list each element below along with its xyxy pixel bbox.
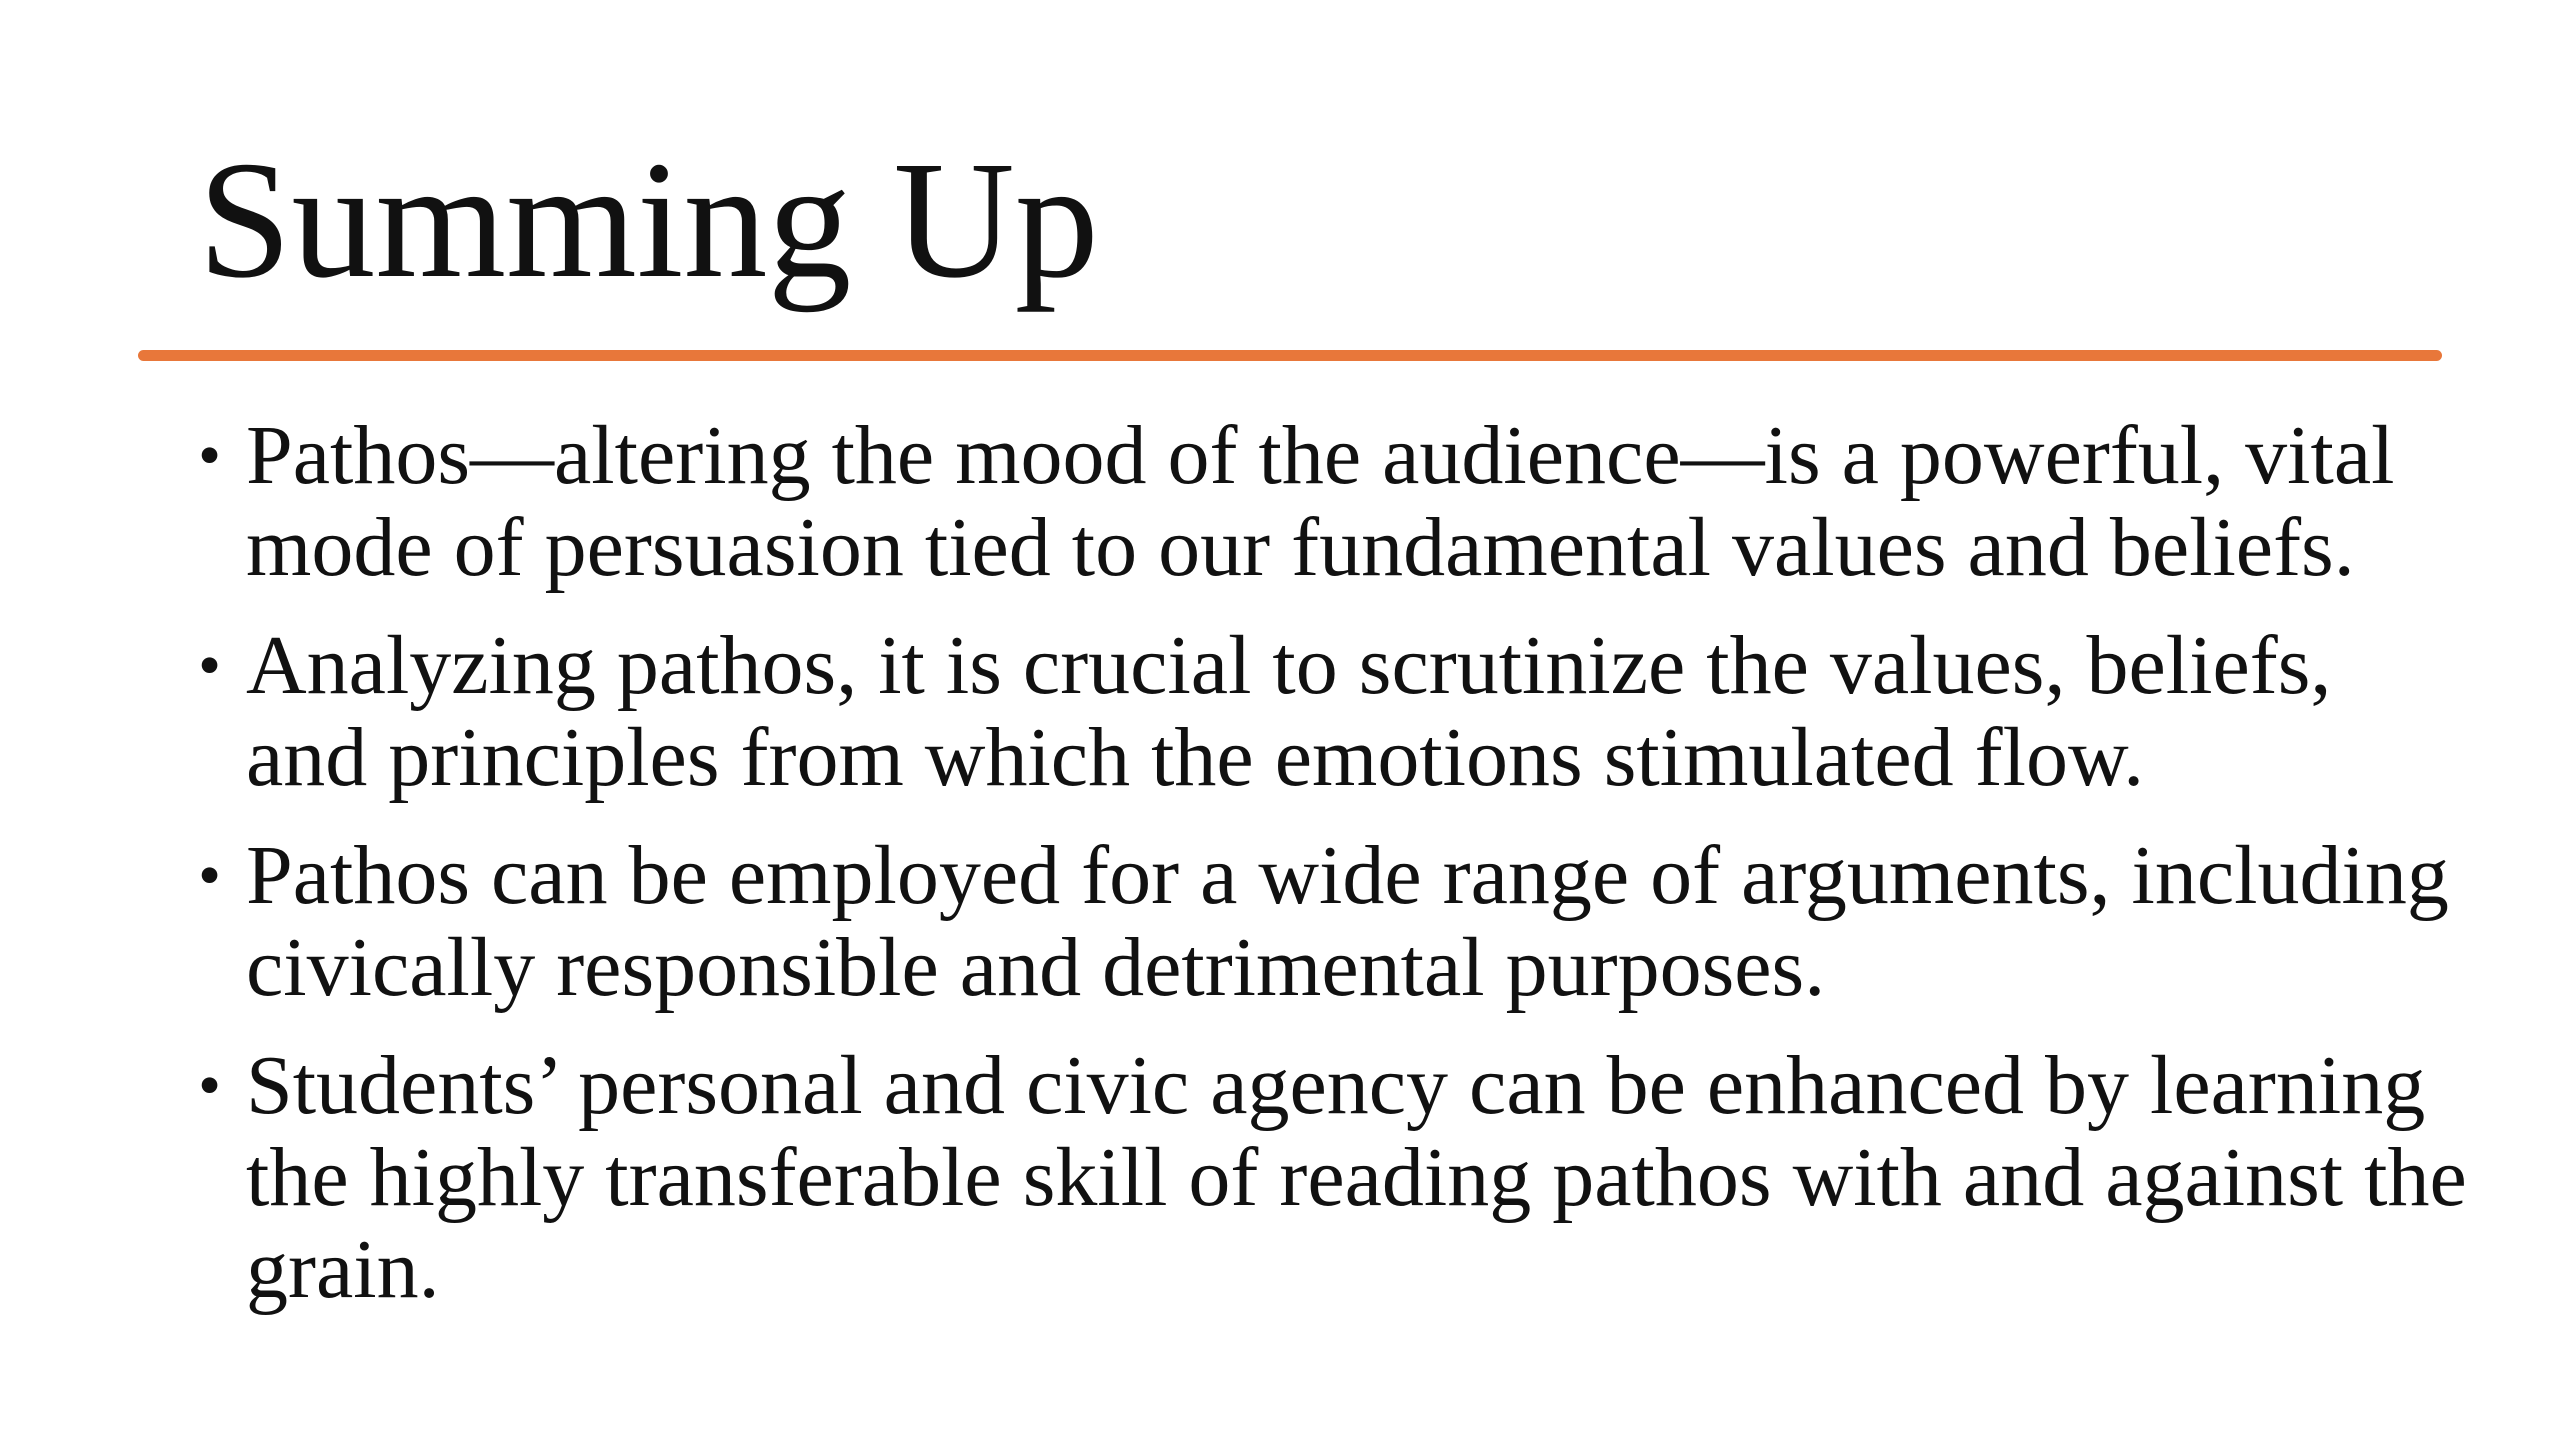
bullet-item-4: • Students’ personal and civic agency can be enhanced by learning the highly transferable skill of reading pathos with and against the grain. (198, 1040, 2468, 1316)
bullet-item-3: • Pathos can be employed for a wide range of arguments, including civically responsible and detrimental purposes. (198, 830, 2468, 1014)
slide-title: Summing Up (198, 127, 1099, 313)
bullet-list (198, 410, 2468, 1342)
title-divider (138, 350, 2442, 361)
bullet-item-1: • Pathos—altering the mood of the audience—is a powerful, vital mode of persuasion tied to our fundamental values and beliefs. (198, 410, 2468, 594)
bullet-item-2: • Analyzing pathos, it is crucial to scrutinize the values, beliefs, and principles from which the emotions stimulated flow. (198, 620, 2468, 804)
